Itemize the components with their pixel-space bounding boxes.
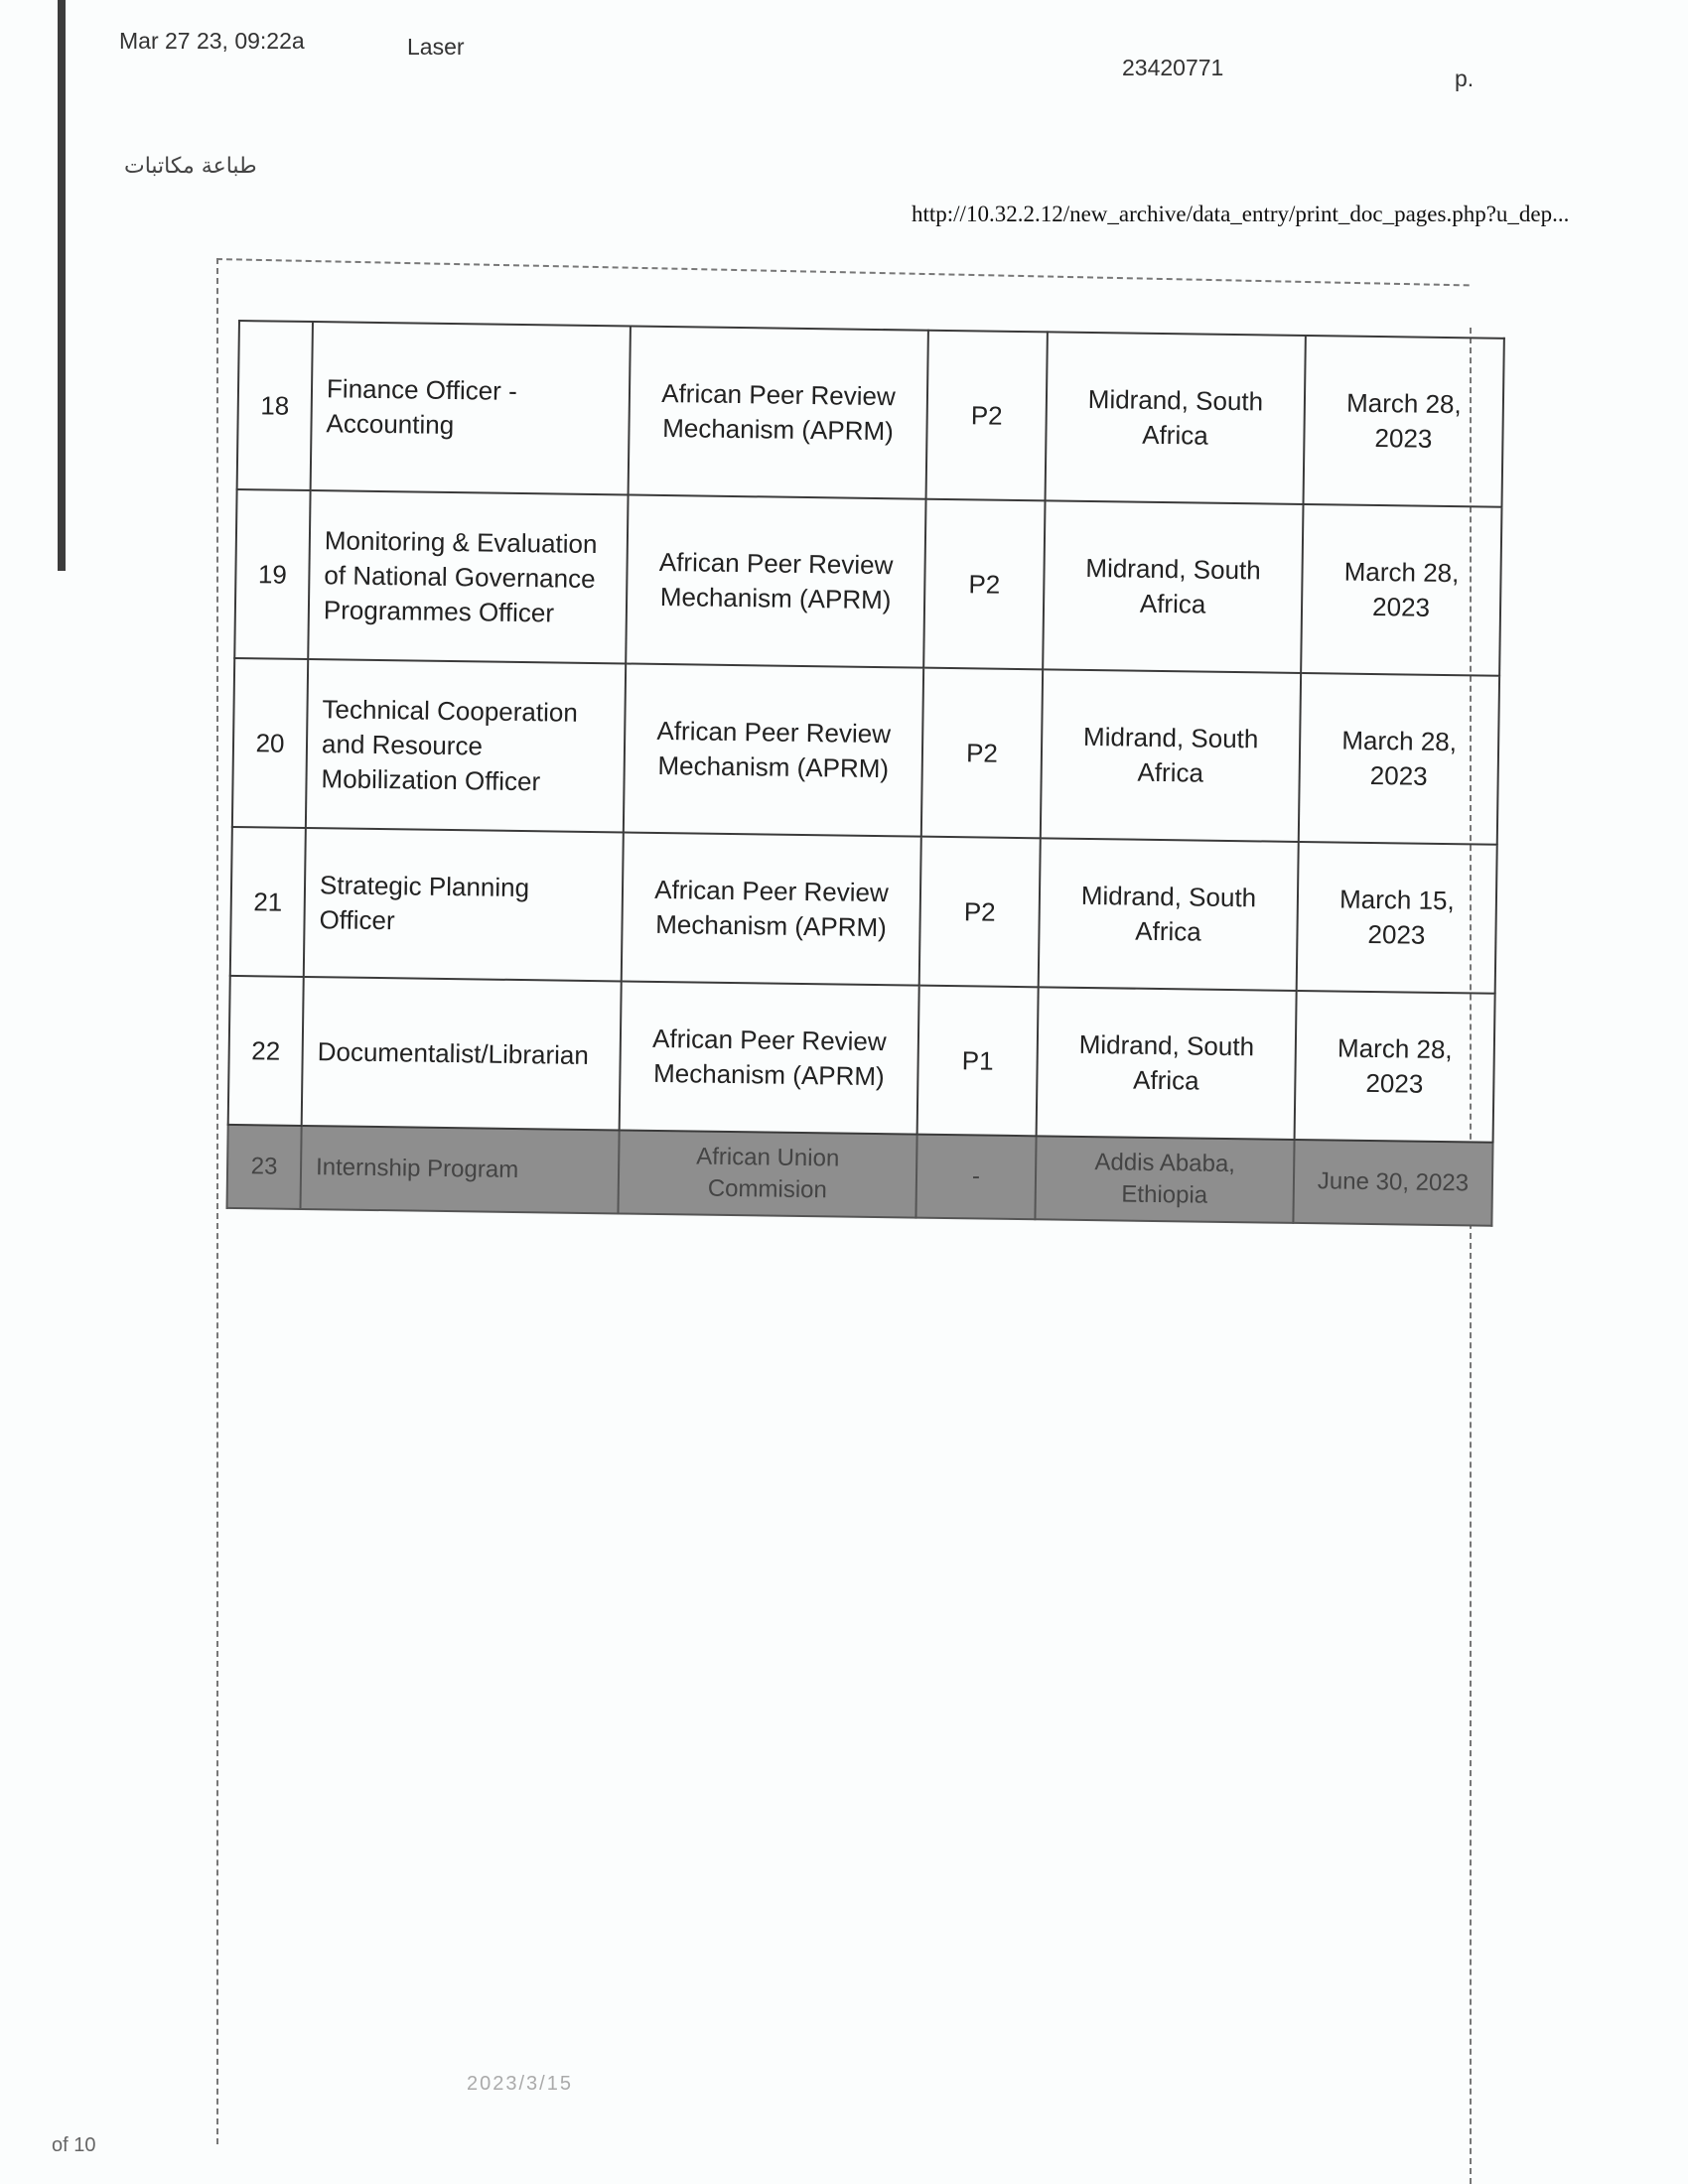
fax-page-label: p.: [1455, 66, 1475, 91]
deadline: March 28, 2023: [1299, 673, 1499, 845]
location: Midrand, South Africa: [1037, 987, 1297, 1140]
faded-footer-text: 2023/3/15: [467, 2073, 573, 2095]
grade: P2: [921, 668, 1043, 839]
organization: African Peer Review Mechanism (APRM): [626, 494, 925, 667]
table-row: [234, 489, 1501, 676]
location: Midrand, South Africa: [1041, 669, 1301, 842]
table-row: [237, 321, 1504, 507]
row-number: 19: [234, 489, 310, 659]
row-number: 21: [230, 827, 306, 977]
grade: P2: [926, 331, 1048, 501]
job-title: Internship Program: [300, 1126, 619, 1213]
fax-datetime: Mar 27 23, 09:22a: [119, 28, 305, 54]
fax-number: 23420771: [1122, 55, 1224, 80]
row-number: 18: [237, 321, 313, 490]
scan-edge-bar: [58, 0, 66, 571]
table-row: [228, 976, 1495, 1143]
grade: P1: [917, 986, 1039, 1137]
deadline: March 28, 2023: [1301, 504, 1501, 676]
location: Midrand, South Africa: [1039, 838, 1299, 991]
organization: African Peer Review Mechanism (APRM): [629, 327, 928, 499]
organization: African Peer Review Mechanism (APRM): [624, 663, 923, 836]
grade: P2: [919, 837, 1041, 988]
job-title: Strategic Planning Officer: [304, 828, 624, 981]
frame-top-border: [216, 258, 1470, 286]
location: Midrand, South Africa: [1043, 500, 1303, 673]
print-url: http://10.32.2.12/new_archive/data_entry/print_doc_pages.php?u_dep...: [912, 202, 1570, 226]
location: Midrand, South Africa: [1046, 332, 1306, 504]
jobs-table-wrap: [225, 320, 1474, 1226]
organization: African Union Commision: [618, 1130, 916, 1217]
arabic-header: طباعة مكاتبات: [124, 154, 257, 179]
deadline: March 28, 2023: [1304, 336, 1504, 507]
row-number: 23: [227, 1125, 302, 1209]
grade: P2: [923, 499, 1045, 670]
jobs-table: [225, 320, 1504, 1227]
organization: African Peer Review Mechanism (APRM): [622, 832, 921, 985]
row-number: 22: [228, 976, 304, 1126]
deadline: June 30, 2023: [1293, 1140, 1492, 1226]
grade: -: [915, 1135, 1036, 1220]
job-title: Documentalist/Librarian: [302, 977, 622, 1130]
row-number: 20: [232, 658, 308, 828]
deadline: March 15, 2023: [1297, 842, 1497, 994]
fax-mode: Laser: [407, 34, 465, 60]
deadline: March 28, 2023: [1295, 991, 1495, 1143]
job-title: Monitoring & Evaluation of National Governance Programmes Officer: [308, 490, 628, 663]
location: Addis Ababa, Ethiopia: [1035, 1136, 1294, 1223]
table-row: [230, 827, 1497, 994]
job-title: Technical Cooperation and Resource Mobilization Officer: [306, 659, 626, 832]
job-title: Finance Officer - Accounting: [311, 322, 631, 494]
highlighted-table-row: [227, 1125, 1493, 1226]
table-row: [232, 658, 1499, 845]
page-count: of 10: [52, 2134, 96, 2156]
frame-left-border: [216, 258, 218, 2144]
organization: African Peer Review Mechanism (APRM): [620, 981, 919, 1134]
